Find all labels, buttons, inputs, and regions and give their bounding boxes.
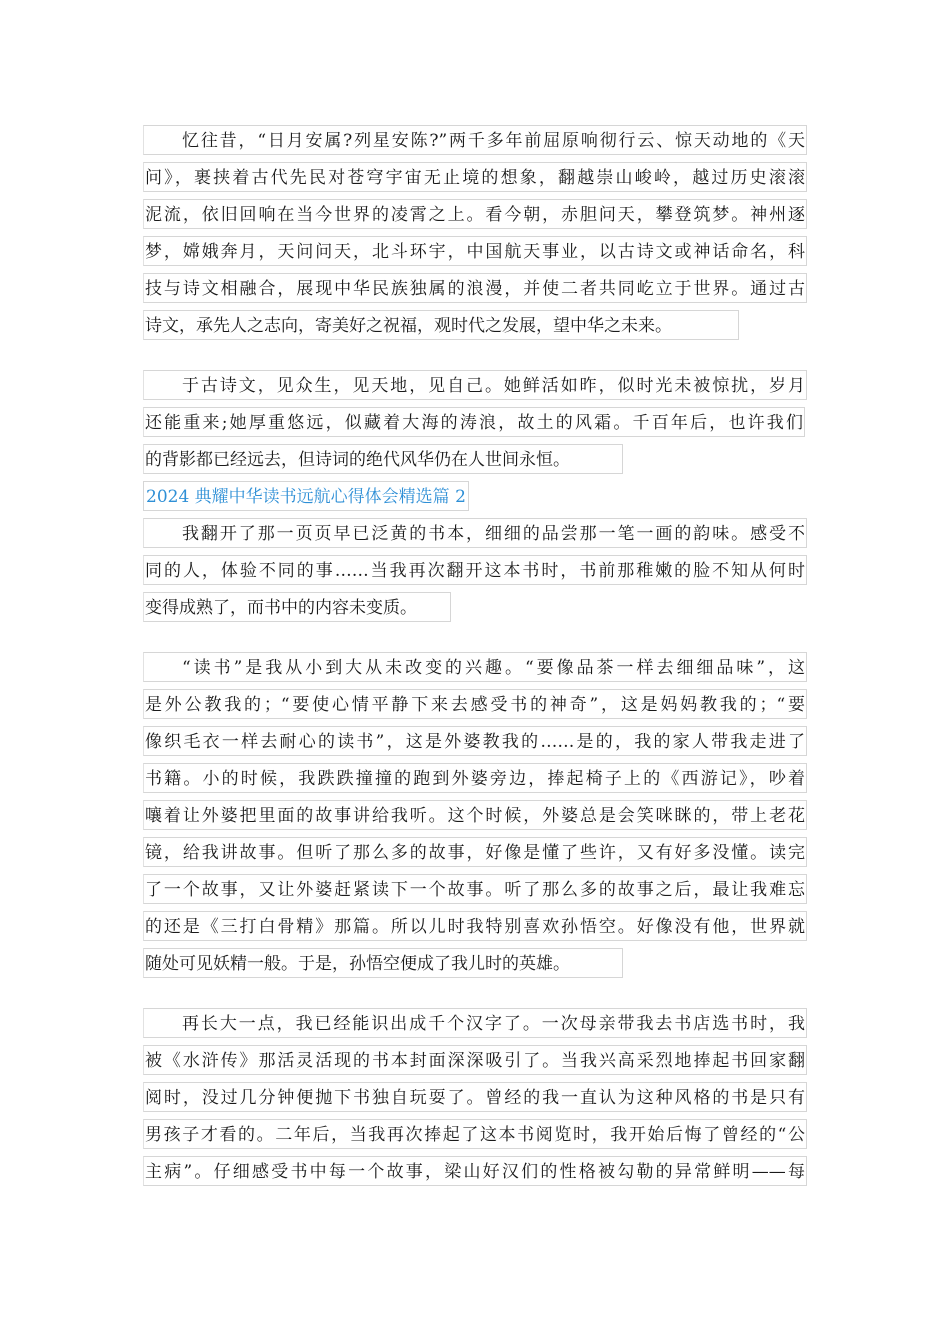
text-line: 再长大一点，我已经能识出成千个汉字了。一次母亲带我去书店选书时，我 (143, 1008, 807, 1038)
text-line: 主病”。仔细感受书中每一个故事，梁山好汉们的性格被勾勒的异常鲜明——每 (143, 1156, 807, 1186)
text-line: 是外公教我的；“要使心情平静下来去感受书的神奇”，这是妈妈教我的；“要 (143, 689, 807, 719)
text-line: 镜，给我讲故事。但听了那么多的故事，好像是懂了些许，又有好多没懂。读完 (143, 837, 807, 867)
paragraph-3 (143, 518, 807, 622)
text-line: 了一个故事，又让外婆赶紧读下一个故事。听了那么多的故事之后，最让我难忘 (143, 874, 807, 904)
text-line: “读书”是我从小到大从未改变的兴趣。“要像品茶一样去细细品味”，这 (143, 652, 807, 682)
text-line: 泥流，依旧回响在当今世界的凌霄之上。看今朝，赤胆问天，攀登筑梦。神州逐 (143, 199, 807, 229)
document-body (143, 125, 807, 1193)
text-line: 变得成熟了，而书中的内容未变质。 (143, 592, 451, 622)
text-line: 嚷着让外婆把里面的故事讲给我听。这个时候，外婆总是会笑咪眯的，带上老花 (143, 800, 807, 830)
text-line: 梦，嫦娥奔月，天问问天，北斗环宇，中国航天事业，以古诗文或神话命名，科 (143, 236, 807, 266)
text-line: 书籍。小的时候，我跌跌撞撞的跑到外婆旁边，捧起椅子上的《西游记》，吵着 (143, 763, 807, 793)
text-line: 的还是《三打白骨精》那篇。所以儿时我特别喜欢孙悟空。好像没有他，世界就 (143, 911, 807, 941)
text-line: 还能重来;她厚重悠远，似藏着大海的涛浪，故土的风霜。千百年后，也许我们 (143, 407, 805, 437)
text-line: 忆往昔，“日月安属?列星安陈?”两千多年前屈原响彻行云、惊天动地的《天 (143, 125, 807, 155)
text-line: 同的人，体验不同的事……当我再次翻开这本书时，书前那稚嫩的脸不知从何时 (143, 555, 807, 585)
text-line: 于古诗文，见众生，见天地，见自己。她鲜活如昨，似时光未被惊扰，岁月 (143, 370, 807, 400)
paragraph-2 (143, 370, 807, 474)
paragraph-5 (143, 1008, 807, 1186)
text-line: 阅时，没过几分钟便抛下书独自玩耍了。曾经的我一直认为这种风格的书是只有 (143, 1082, 807, 1112)
text-line: 男孩子才看的。二年后，当我再次捧起了这本书阅览时，我开始后悔了曾经的“公 (143, 1119, 807, 1149)
text-line: 诗文，承先人之志向，寄美好之祝福，观时代之发展，望中华之未来。 (143, 310, 739, 340)
text-line: 像织毛衣一样去耐心的读书”，这是外婆教我的……是的，我的家人带我走进了 (143, 726, 807, 756)
text-line: 技与诗文相融合，展现中华民族独属的浪漫，并使二者共同屹立于世界。通过古 (143, 273, 807, 303)
section-heading: 2024 典耀中华读书远航心得体会精选篇 2 (143, 481, 469, 511)
paragraph-4 (143, 652, 807, 978)
text-line: 我翻开了那一页页早已泛黄的书本，细细的品尝那一笔一画的韵味。感受不 (143, 518, 807, 548)
text-line: 的背影都已经远去，但诗词的绝代风华仍在人世间永恒。 (143, 444, 623, 474)
paragraph-1 (143, 125, 807, 340)
text-line: 问》，裹挟着古代先民对苍穹宇宙无止境的想象，翻越崇山峻岭，越过历史滚滚 (143, 162, 807, 192)
text-line: 随处可见妖精一般。于是，孙悟空便成了我儿时的英雄。 (143, 948, 623, 978)
text-line: 被《水浒传》那活灵活现的书本封面深深吸引了。当我兴高采烈地捧起书回家翻 (143, 1045, 807, 1075)
